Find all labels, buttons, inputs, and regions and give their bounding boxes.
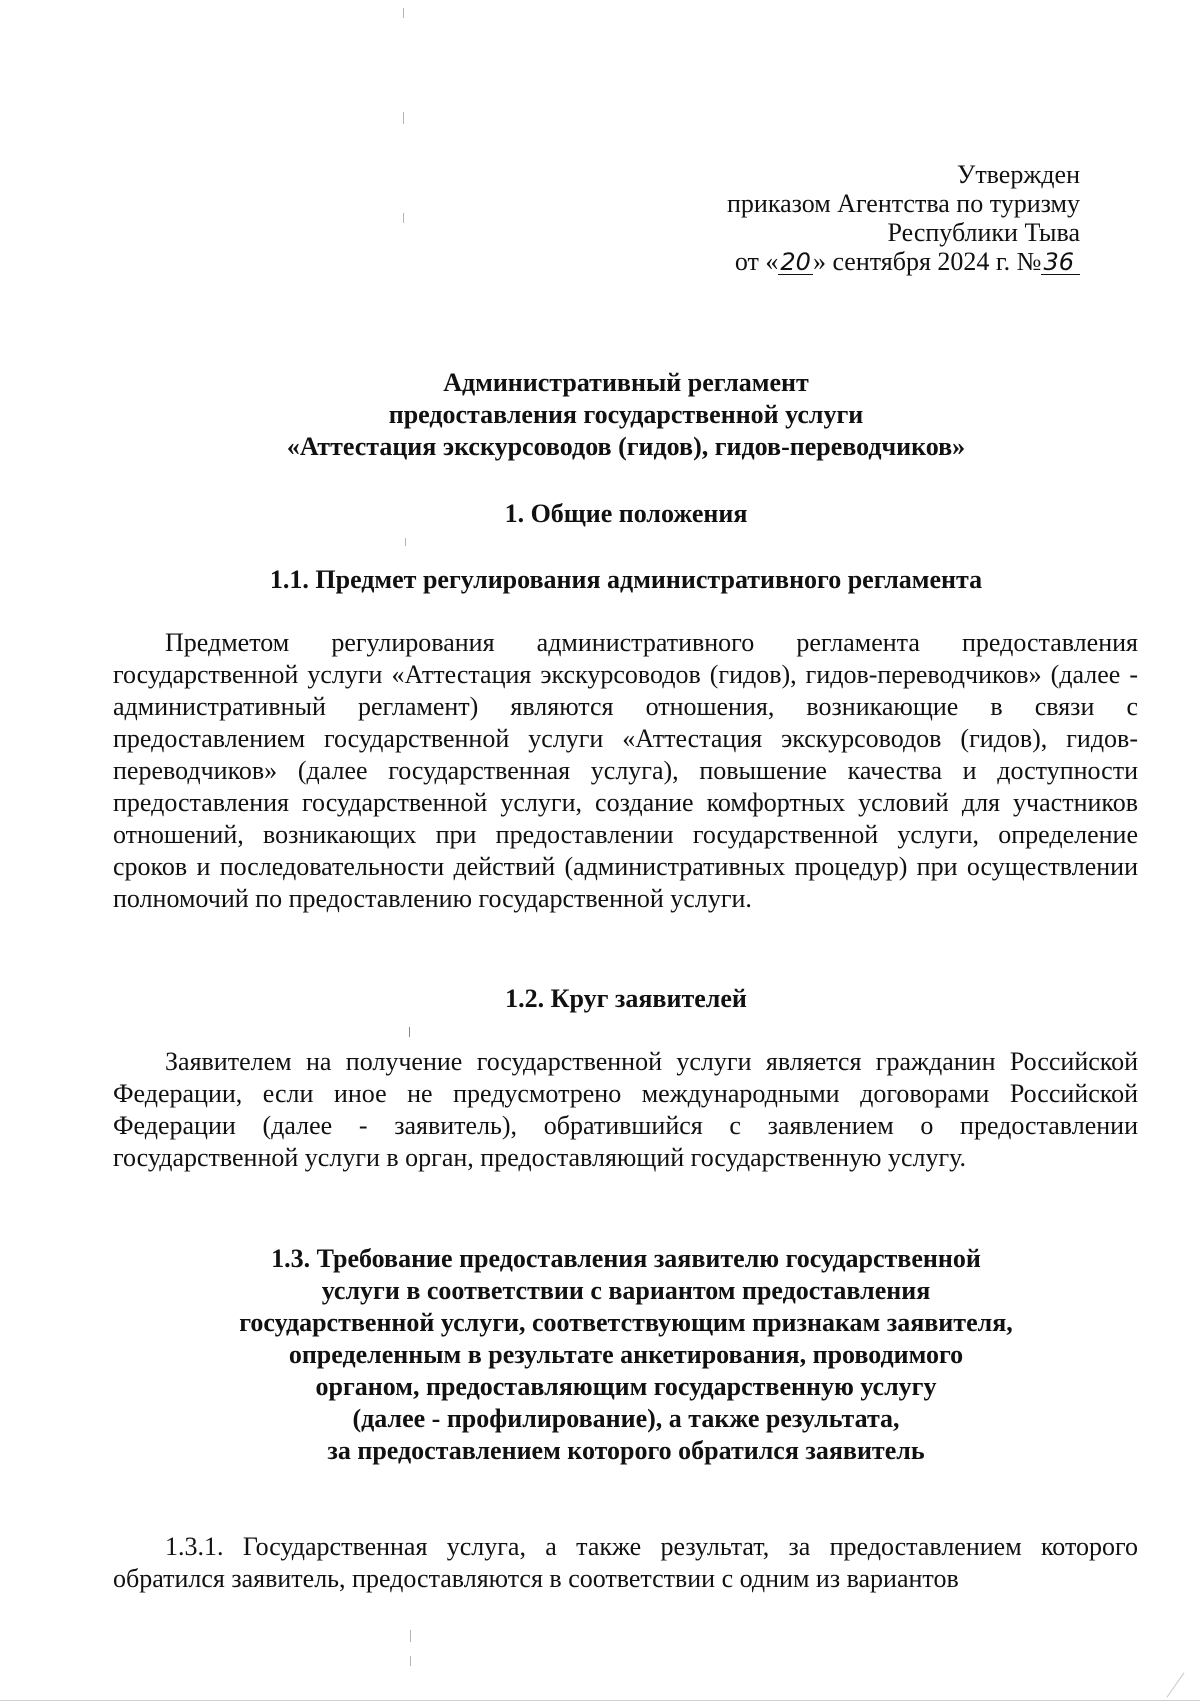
approval-line: Республики Тыва [887, 218, 1080, 247]
heading-line: органом, предоставляющим государственную услугу [315, 1372, 937, 1401]
paragraph [113, 1531, 1138, 1595]
heading-line: за предоставлением которого обратился заявитель [327, 1436, 925, 1465]
scan-mark [403, 213, 404, 223]
date-prefix: от « [734, 247, 779, 276]
document-title [0, 367, 1200, 463]
heading-line: государственной услуги, соответствующим признакам заявителя, [239, 1308, 1013, 1337]
approval-line: Утвержден [956, 160, 1080, 189]
subsection-heading-text: 1.2. Круг заявителей [505, 984, 747, 1013]
paragraph-text: Заявителем на получение государственной услуги является гражданин Российской Федерации, если иное не предусмотрено международными договорами Российской Федерации (далее - заявитель), обратившийся с заявлением о предоставлении государственной услуги в орган, предоставляющий государственную услугу. [113, 1047, 1138, 1172]
title-line: «Аттестация экскурсоводов (гидов), гидов-переводчиков» [286, 432, 966, 461]
paragraph-text: 1.3.1. Государственная услуга, а также результат, за предоставлением которого обратился заявитель, предоставляются в соответствии с одним из вариантов [113, 1532, 1138, 1593]
paragraph [113, 1046, 1138, 1174]
paragraph-text: Предметом регулирования административного регламента предоставления государственной услуги «Аттестация экскурсоводов (гидов), гидов-переводчиков» (далее - административный регламент) являются отношения, возникающие в связи с предоставлением государственной услуги «Аттестация экскурсоводов (гидов), гидов-переводчиков» (далее государственная услуга), повышение качества и доступности предоставления государственной услуги, создание комфортных условий для участников отношений, возникающих при предоставлении государственной услуги, определение сроков и последовательности действий (административных процедур) при осуществлении полномочий по предоставлению государственной услуги. [113, 628, 1138, 913]
subsection-heading [0, 983, 1200, 1015]
subsection-heading [0, 1243, 1200, 1467]
subsection-heading-text: 1.1. Предмет регулирования административного регламента [269, 565, 983, 594]
heading-line: услуги в соответствии с вариантом предоставления [321, 1276, 931, 1305]
scan-mark [409, 1027, 410, 1037]
date-middle: » сентября 2024 г. № [812, 247, 1042, 276]
scan-mark [410, 1656, 411, 1666]
approval-date-line [727, 247, 1080, 276]
scan-mark [1166, 1672, 1184, 1697]
approval-line: приказом Агентства по туризму [727, 189, 1080, 218]
subsection-heading [0, 564, 1200, 596]
handwritten-day: 20 [780, 248, 811, 276]
section-heading [0, 498, 1200, 530]
title-line: Административный регламент [443, 368, 809, 397]
heading-line: (далее - профилирование), а также результата, [352, 1404, 900, 1433]
heading-line: определенным в результате анкетирования, проводимого [288, 1340, 964, 1369]
title-line: предоставления государственной услуги [388, 400, 864, 429]
scan-mark [403, 112, 404, 124]
paragraph [113, 627, 1138, 915]
scan-mark [405, 538, 406, 546]
scan-mark [403, 8, 404, 18]
scan-mark [410, 1630, 411, 1642]
approval-stamp [727, 160, 1080, 276]
section-heading-text: 1. Общие положения [504, 499, 748, 528]
scan-edge-line [0, 1700, 1200, 1701]
handwritten-order-number: 36 [1041, 250, 1080, 275]
heading-line: 1.3. Требование предоставления заявителю государственной [271, 1244, 981, 1273]
